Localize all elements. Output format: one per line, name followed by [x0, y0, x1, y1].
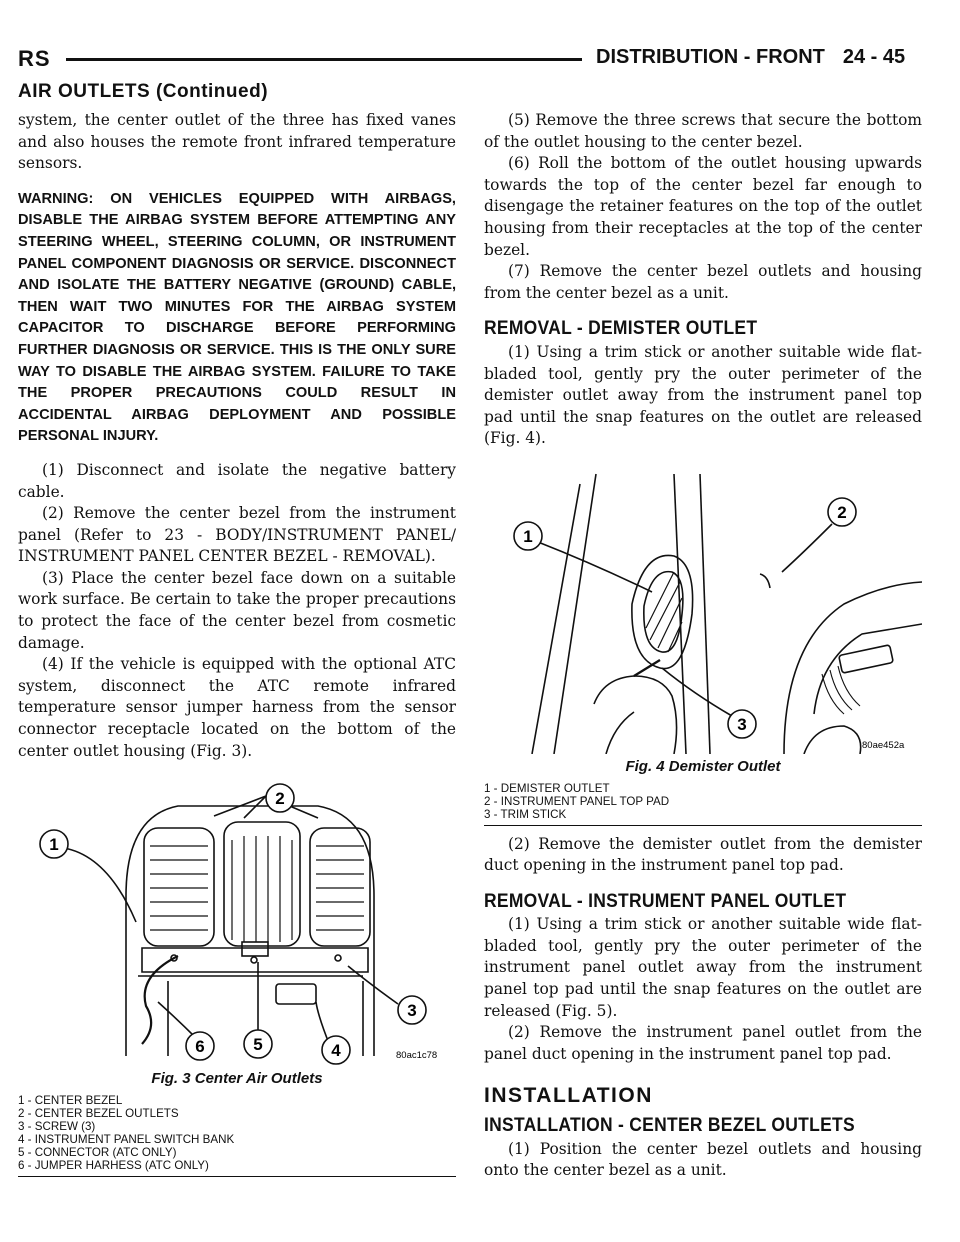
airbag-warning: WARNING: ON VEHICLES EQUIPPED WITH AIRBAGS, DISABLE THE AIRBAG SYSTEM BEFORE ATTEMPTING ANY STEERING WHEEL, STEERING COLUMN, OR INSTRUMENT PANEL COMPONENT DIAGNOSIS OR SERVICE. DISCONNECT AND ISOLATE THE BATTERY NEGATIVE (GROUND) CABLE, THEN WAIT TWO MINUTES FOR THE AIRBAG SYSTEM CAPACITOR TO DISCHARGE BEFORE PERFORMING FURTHER DIAGNOSIS OR SERVICE. THIS IS THE ONLY SURE WAY TO DISABLE THE AIRBAG SYSTEM. FAILURE TO TAKE THE PROPER PRECAUTIONS COULD RESULT IN ACCIDENTAL AIRBAG DEPLOYMENT AND POSSIBLE PERSONAL INJURY. — [18, 190, 456, 445]
demister-outlet-illustration — [484, 464, 922, 754]
step-paragraph: (2) Remove the demister outlet from the demister duct opening in the instrument panel top pad. — [484, 834, 922, 875]
section-heading-ip-outlet: REMOVAL - INSTRUMENT PANEL OUTLET — [484, 890, 847, 912]
legend-item: 6 - JUMPER HARHESS (ATC ONLY) — [18, 1158, 209, 1172]
section-heading-install: INSTALLATION - CENTER BEZEL OUTLETS — [484, 1115, 855, 1137]
callout-number: 3 — [407, 1001, 417, 1021]
step-paragraph: (1) Disconnect and isolate the negative battery cable. — [18, 460, 456, 501]
legend-item: 4 - INSTRUMENT PANEL SWITCH BANK — [18, 1132, 235, 1146]
step-paragraph: (2) Remove the instrument panel outlet from the panel duct opening in the instrument panel top pad. — [484, 1023, 922, 1063]
step-paragraph: (1) Position the center bezel outlets and housing onto the center bezel as a unit. — [484, 1139, 922, 1180]
center-air-outlets-illustration — [18, 776, 456, 1066]
callout-number: 4 — [331, 1041, 341, 1061]
intro-paragraph: system, the center outlet of the three has fixed vanes and also houses the remote front infrared temperature sensors. — [18, 111, 456, 173]
step-paragraph: (3) Place the center bezel face down on a suitable work surface. Be certain to take the proper precautions to protect the face of the center bezel from cosmetic damage. — [18, 568, 456, 652]
legend-item: 2 - INSTRUMENT PANEL TOP PAD — [484, 794, 670, 808]
chapter-title: DISTRIBUTION - FRONT — [596, 46, 825, 68]
figure-code: 80ae452a — [862, 739, 905, 751]
step-paragraph: (7) Remove the center bezel outlets and housing from the center bezel as a unit. — [484, 262, 922, 302]
legend-item: 5 - CONNECTOR (ATC ONLY) — [18, 1145, 177, 1159]
step-paragraph: (4) If the vehicle is equipped with the optional ATC system, disconnect the ATC remote infrared temperature sensor jumper harness from the sensor connector receptacle located on the bottom of the center outlet housing (Fig. 3). — [18, 655, 456, 760]
step-paragraph: (1) Using a trim stick or another suitable wide flat-bladed tool, gently pry the outer perimeter of the demister outlet away from the instrument panel top pad until the snap features on the outlet are released (Fig. 4). — [484, 342, 922, 448]
header-rule — [66, 58, 582, 61]
figure-legend — [18, 1094, 456, 1177]
right-column — [484, 110, 922, 1182]
step-paragraph: (2) Remove the center bezel from the instrument panel (Refer to 23 - BODY/INSTRUMENT PANEL/ INSTRUMENT PANEL CENTER BEZEL - REMOVAL). — [18, 504, 456, 566]
figure-caption: Fig. 3 Center Air Outlets — [151, 1070, 323, 1088]
callout-number: 1 — [523, 526, 533, 546]
section-heading-demister: REMOVAL - DEMISTER OUTLET — [484, 318, 758, 340]
left-column — [18, 110, 456, 1177]
section-code: RS — [18, 46, 51, 71]
page-number: 24 - 45 — [842, 46, 906, 68]
callout-number: 1 — [49, 835, 59, 855]
legend-item: 1 - CENTER BEZEL — [18, 1093, 123, 1107]
figure-4 — [484, 464, 922, 826]
figure-caption: Fig. 4 Demister Outlet — [625, 757, 781, 775]
callout-number: 3 — [737, 714, 747, 734]
legend-item: 2 - CENTER BEZEL OUTLETS — [18, 1106, 179, 1120]
step-paragraph: (1) Using a trim stick or another suitable wide flat-bladed tool, gently pry the outer perimeter of the instrument panel outlet away from the instrument panel top pad until the snap features on the outlet are released (Fig. 5). — [484, 915, 922, 1020]
step-paragraph: (5) Remove the three screws that secure the bottom of the outlet housing to the center bezel. — [484, 111, 922, 151]
callout-number: 2 — [837, 502, 847, 522]
installation-heading: INSTALLATION — [484, 1084, 653, 1108]
figure-legend — [484, 782, 922, 826]
page-header — [596, 46, 905, 69]
continued-heading: AIR OUTLETS (Continued) — [18, 81, 269, 102]
callout-number: 2 — [275, 789, 285, 809]
legend-item: 3 - SCREW (3) — [18, 1119, 96, 1133]
legend-item: 3 - TRIM STICK — [484, 807, 567, 821]
callout-number: 6 — [195, 1037, 205, 1057]
figure-code: 80ac1c78 — [396, 1050, 438, 1062]
figure-3 — [18, 776, 456, 1177]
callout-number: 5 — [253, 1035, 263, 1055]
step-paragraph: (6) Roll the bottom of the outlet housing upwards towards the top of the center bezel far enough to disengage the retainer features on the top of the outlet housing from their receptacles at the top of the center bezel. — [484, 154, 922, 259]
legend-item: 1 - DEMISTER OUTLET — [484, 781, 610, 795]
